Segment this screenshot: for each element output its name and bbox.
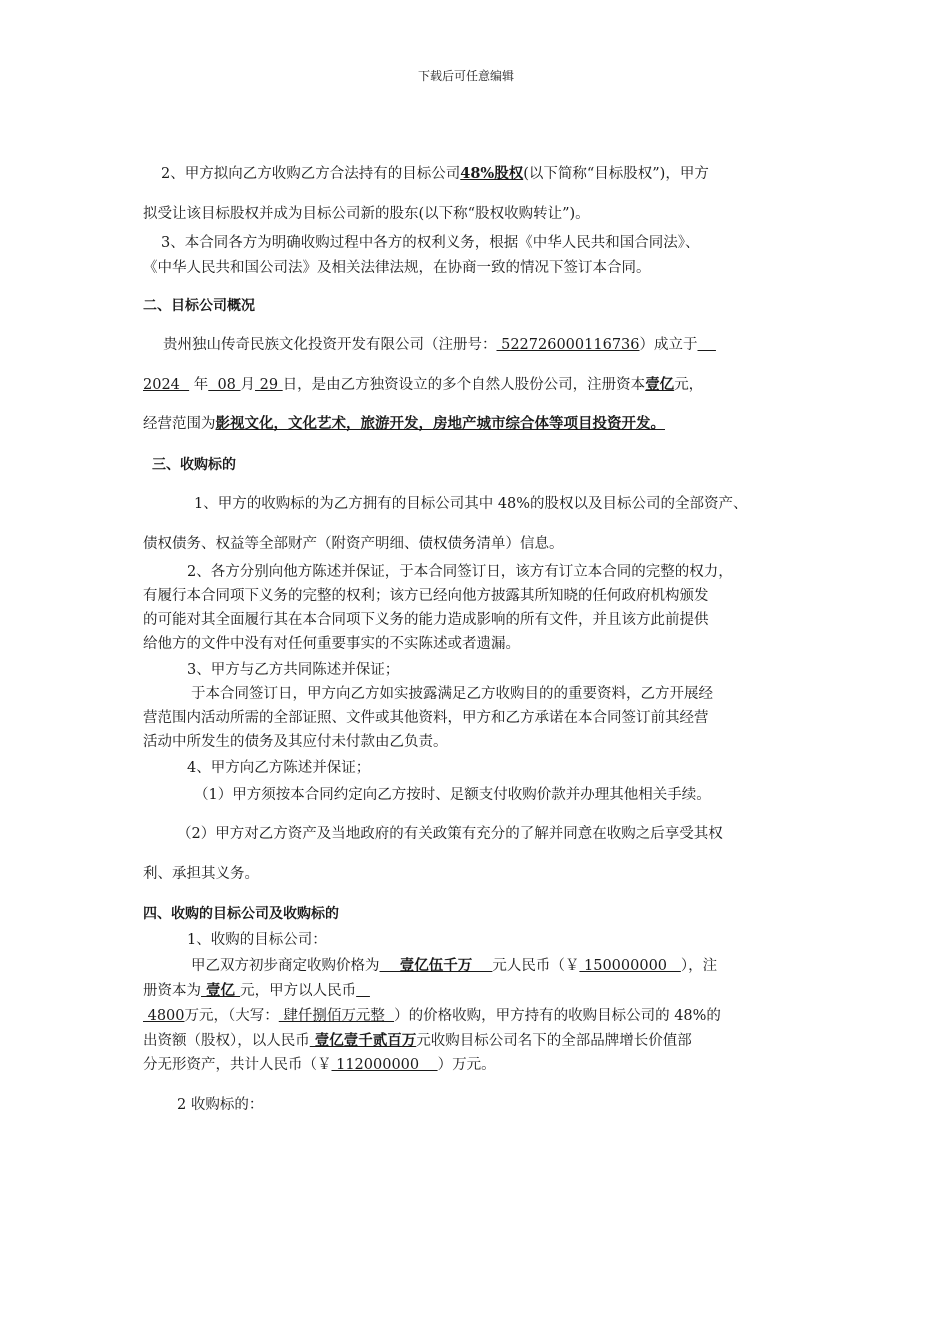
price-line-2 (143, 981, 370, 1001)
text: 出资额（股权），以人民币 (143, 1033, 310, 1049)
s3-clause-1-line-1: 1、甲方的收购标的为乙方拥有的目标公司其中 48%的股权以及目标公司的全部资产、 (194, 496, 748, 512)
year: 2024 (143, 377, 190, 393)
text: 月 (240, 377, 256, 393)
total-amount-number: 112000000 (331, 1057, 438, 1073)
month: 08 (208, 377, 241, 393)
company-line-2 (143, 375, 703, 395)
s3-clause-2-line-4: 给他方的文件中没有对任何重要事实的不实陈述或者遗漏。 (143, 636, 520, 652)
text: 万元，（大写： (184, 1008, 279, 1024)
s3-clause-4: 4、甲方向乙方陈述并保证； (187, 760, 371, 776)
company-line-1 (163, 335, 716, 355)
purchase-price-words: 壹亿伍千万 (379, 957, 493, 974)
text: 日，是由乙方独资设立的多个自然人股份公司，注册资本 (282, 377, 646, 393)
section-4-title: 四、收购的目标公司及收购标的 (143, 906, 339, 922)
s3-clause-4-2-line-2: 利、承担其义务。 (143, 866, 259, 882)
brand-value-words: 壹亿壹千贰百万 (309, 1032, 417, 1049)
page-header: 下载后可任意编辑 (418, 69, 515, 83)
s3-clause-2-line-2: 有履行本合同项下义务的完整的权利；该方已经向他方披露其所知晓的任何政府机构颁发 (143, 588, 709, 604)
price-line-1 (191, 956, 717, 976)
equity-amount: 4800 (143, 1008, 185, 1024)
day: 29 (255, 377, 283, 393)
s3-clause-3b-line-3: 活动中所发生的债务及其应付未付款由乙负责。 (143, 734, 448, 750)
s3-clause-3b-line-1: 于本合同签订日，甲方向乙方如实披露满足乙方收购目的的重要资料，乙方开展经 (191, 686, 713, 702)
text: ）万元。 (437, 1057, 496, 1073)
text: 甲乙双方初步商定收购价格为 (191, 958, 380, 974)
company-line-3 (143, 414, 665, 434)
s3-clause-3b-line-2: 营范围内活动所需的全部证照、文件或其他资料，甲方和乙方承诺在本合同签订前其经营 (143, 710, 709, 726)
registered-capital: 壹亿 (645, 376, 675, 393)
s3-clause-2-line-1: 2、各方分别向他方陈述并保证，于本合同签订日，该方有订立本合同的完整的权力， (187, 564, 733, 580)
text: (以下简称“目标股权”)，甲方 (523, 166, 709, 182)
s3-clause-4-1: （1）甲方须按本合同约定向乙方按时、足额支付收购价款并办理其他相关手续。 (194, 787, 711, 803)
equity-percent: 48%股权 (460, 165, 524, 182)
text: 分无形资产，共计人民币（￥ (143, 1057, 332, 1073)
text: ），注 (680, 958, 718, 974)
text: 年 (189, 377, 209, 393)
blank (698, 337, 716, 353)
clause-3-line-1: 3、本合同各方为明确收购过程中各方的权利义务，根据《中华人民共和国合同法》、 (161, 235, 700, 251)
clause-3-line-2: 《中华人民共和国公司法》及相关法律法规，在协商一致的情况下签订本合同。 (143, 260, 651, 276)
clause-2-line-1 (161, 164, 709, 184)
price-line-4 (143, 1031, 692, 1051)
text: ）的价格收购，甲方持有的收购目标公司的 48%的 (394, 1008, 721, 1024)
s4-clause-2: 2 收购标的： (177, 1097, 264, 1113)
price-line-5 (143, 1055, 496, 1075)
text: 元收购目标公司名下的全部品牌增长价值部 (416, 1033, 692, 1049)
section-3-title: 三、收购标的 (152, 457, 236, 473)
equity-amount-words: 肆仟捌佰万元整 (278, 1008, 395, 1024)
purchase-price-number: 150000000 (579, 958, 681, 974)
s3-clause-4-2-line-1: （2）甲方对乙方资产及当地政府的有关政策有充分的了解并同意在收购之后享受其权 (177, 826, 723, 842)
s4-clause-1: 1、收购的目标公司： (187, 932, 327, 948)
business-scope: 影视文化，文化艺术，旅游开发，房地产城市综合体等项目投资开发。 (215, 415, 665, 432)
clause-2-line-2: 拟受让该目标股权并成为目标公司新的股东(以下称“股权收购转让”)。 (143, 206, 590, 222)
text: 经营范围为 (143, 416, 216, 432)
text: 元人民币（￥ (492, 958, 580, 974)
text: 元， (674, 377, 704, 393)
registered-capital-words: 壹亿 (201, 982, 241, 999)
section-2-title: 二、目标公司概况 (143, 298, 255, 314)
s3-clause-1-line-2: 债权债务、权益等全部财产（附资产明细、债权债务清单）信息。 (143, 536, 564, 552)
s3-clause-2-line-3: 的可能对其全面履行其在本合同项下义务的能力造成影响的所有文件，并且该方此前提供 (143, 612, 709, 628)
price-line-3 (143, 1006, 721, 1026)
blank (356, 983, 370, 999)
text: 册资本为 (143, 983, 201, 999)
text: 贵州独山传奇民族文化投资开发有限公司（注册号： (163, 337, 497, 353)
registration-number: 522726000116736 (496, 337, 640, 353)
text: ）成立于 (639, 337, 698, 353)
s3-clause-3: 3、甲方与乙方共同陈述并保证； (187, 662, 400, 678)
text: 元，甲方以人民币 (240, 983, 357, 999)
text: 2、甲方拟向乙方收购乙方合法持有的目标公司 (161, 166, 461, 182)
